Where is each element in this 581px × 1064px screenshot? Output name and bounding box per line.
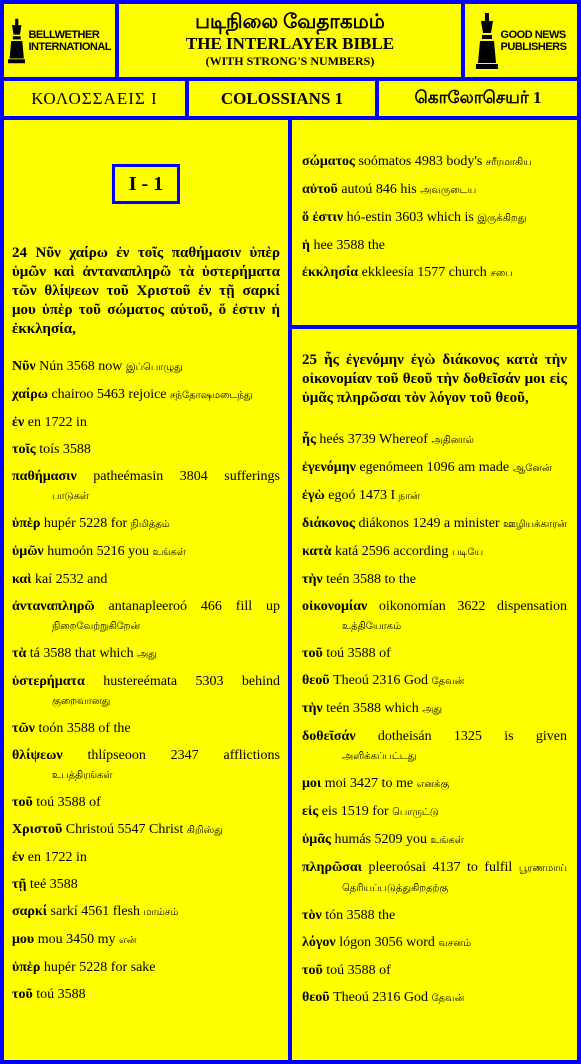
word-entry [12,985,280,1004]
greek-word: τῇ [12,877,27,892]
greek-word: εἰς [302,804,319,819]
transliteration-strongs-gloss: oikonomían 3622 dispensation [378,599,567,614]
greek-word: Χριστοῦ [12,822,63,837]
transliteration-strongs-gloss: hupér 5228 for [43,516,128,531]
transliteration-strongs-gloss: hee 3588 the [313,238,385,253]
word-entry [302,486,567,506]
greek-word: τὴν [302,701,323,716]
greek-word: θεοῦ [302,673,330,688]
tamil-gloss: பொருட்டு [392,807,439,818]
title-english: THE INTERLAYER BIBLE [185,34,395,53]
word-entry [302,208,567,228]
word-entry [12,875,280,894]
book-english: COLOSSIANS 1 [220,88,344,108]
greek-word: καὶ [12,572,32,587]
greek-word: οἰκονομίαν [302,599,368,614]
logo-right-line2: PUBLISHERS [500,40,567,53]
chapter-label-text: I - 1 [128,172,164,195]
transliteration-strongs-gloss: hustereémata 5303 behind [103,674,280,689]
greek-word: ἀνταναπληρῶ [12,599,95,614]
greek-word: θλίψεων [12,748,63,763]
word-entry [12,930,280,950]
transliteration-strongs-gloss: diákonos 1249 a minister [358,516,500,531]
bell-tower-icon [476,13,498,69]
greek-word: τοῦ [12,987,33,1002]
word-entry [12,958,280,977]
tamil-gloss: பாடுகள் [52,491,90,502]
greek-word: τοῦ [12,795,33,810]
word-entry [302,152,567,172]
transliteration-strongs-gloss: patheémasin 3804 sufferings [93,469,280,484]
greek-word: ὑστερήματα [12,674,85,689]
tamil-gloss: சரீரமாகிய [485,157,532,168]
book-tamil: கொலோசெயர் 1 [414,87,542,107]
word-entry [302,671,567,691]
word-entry [302,774,567,794]
tamil-gloss: உங்கள் [430,835,464,846]
word-entry [302,858,567,898]
greek-word: θεοῦ [302,990,330,1005]
greek-word: τοῖς [12,442,36,457]
greek-word: σαρκί [12,904,48,919]
transliteration-strongs-gloss: teén 3588 which [326,701,419,716]
word-entry [12,357,280,377]
transliteration-strongs-gloss: teé 3588 [29,877,78,892]
word-entry [302,597,567,636]
greek-word: τὸν [302,908,322,923]
transliteration-strongs-gloss: eis 1519 for [321,804,389,819]
word-entry [12,644,280,664]
greek-word: Νῦν [12,359,36,374]
transliteration-strongs-gloss: egoó 1473 I [328,488,396,503]
word-entry [302,961,567,980]
greek-word: τῶν [12,721,35,736]
verse-24-continued-entries [302,152,567,283]
word-entry [302,430,567,450]
greek-word: χαίρω [12,387,48,402]
greek-word: τὰ [12,646,27,661]
tamil-gloss: உபத்திரங்கள் [52,770,113,781]
transliteration-strongs-gloss: Theoú 2316 God [333,673,428,688]
word-entry [12,902,280,922]
word-entry [302,699,567,719]
book-english-cell [189,81,375,116]
greek-word: ὅ ἐστιν [302,210,344,225]
tamil-gloss: குறைவானது [52,696,111,707]
title-block [119,4,461,77]
bellwether-logo [4,4,115,77]
tamil-gloss: இருக்கிறது [477,213,527,224]
right-top-column [292,120,577,325]
tamil-gloss: உங்கள் [152,547,186,558]
tamil-gloss: அது [422,704,442,715]
word-entry [12,385,280,405]
word-entry [12,467,280,506]
logo-left-line2: INTERNATIONAL [28,40,111,53]
greek-word: τὴν [302,572,323,587]
word-entry [302,802,567,822]
greek-word: δοθεῖσάν [302,729,356,744]
transliteration-strongs-gloss: heés 3739 Whereof [319,432,428,447]
tamil-gloss: அது [137,649,157,660]
greek-word: ἡ [302,238,310,253]
transliteration-strongs-gloss: Theoú 2316 God [333,990,428,1005]
greek-word: πληρῶσαι [302,860,362,875]
word-entry [12,514,280,534]
transliteration-strongs-gloss: Nún 3568 now [39,359,123,374]
tamil-gloss: கிறிஸ்து [186,825,223,836]
word-entry [302,180,567,200]
transliteration-strongs-gloss: antanapleeroó 466 fill up [108,599,281,614]
tamil-gloss: நிறைவேற்றுகிறேன் [52,621,141,632]
tamil-gloss: சபை [490,268,513,279]
transliteration-strongs-gloss: egenómeen 1096 am made [359,460,510,475]
logo-right-line1: GOOD NEWS [500,28,566,41]
word-entry [302,570,567,589]
word-entry [12,848,280,867]
greek-word: ὑμᾶς [302,832,331,847]
title-subtitle: (WITH STRONG'S NUMBERS) [205,54,375,68]
transliteration-strongs-gloss: teén 3588 to the [326,572,416,587]
greek-word: παθήμασιν [12,469,77,484]
word-entry [302,644,567,663]
tamil-gloss: அவருடைய [420,185,477,196]
chapter-label [112,164,180,204]
book-greek: ΚΟΛΟΣΣΑΕΙΣ Ι [31,88,158,108]
transliteration-strongs-gloss: tá 3588 that which [29,646,134,661]
transliteration-strongs-gloss: mou 3450 my [37,932,116,947]
greek-word: ὑπὲρ [12,960,41,975]
greek-word: διάκονος [302,516,355,531]
tamil-gloss: அதினால் [431,435,474,446]
transliteration-strongs-gloss: toís 3588 [39,442,91,457]
tamil-gloss: உத்தியோகம் [342,621,402,632]
tamil-gloss: நான் [398,491,420,502]
tamil-gloss: ஆனேன் [512,463,552,474]
word-entry [302,263,567,283]
greek-word: τοῦ [302,963,323,978]
greek-word: μου [12,932,35,947]
greek-word: λόγον [302,935,336,950]
transliteration-strongs-gloss: en 1722 in [27,415,87,430]
tamil-gloss: நிமித்தம் [130,519,170,530]
tamil-gloss: பூரணமாய் தெரியப்படுத்துகிறதற்கு [342,863,568,894]
transliteration-strongs-gloss: kaí 2532 and [35,572,108,587]
logo-left-line1: BELLWETHER [28,28,100,41]
word-entry [302,542,567,562]
verse-25-entries [302,430,567,1008]
tamil-gloss: ஊழியக்காரன் [503,519,567,530]
good-news-logo [465,4,577,77]
greek-word: ἐκκλησία [302,265,359,280]
word-entry [302,906,567,925]
verse-24-text: 24 Νῦν χαίρω ἐν τοῖς παθήμασιν ὑπὲρ ὑμῶν καὶ ἀνταναπληρῶ τὰ ὑστερήματα τῶν θλίψεων τοῦ Χριστοῦ ἐν τῇ σαρκί μου ὑπὲρ τοῦ σώματος αὐτοῦ, ὅ ἐστιν ἡ ἐκκλησία, [12,245,280,337]
transliteration-strongs-gloss: hupér 5228 for sake [43,960,156,975]
greek-word: ἐν [12,850,25,865]
transliteration-strongs-gloss: tón 3588 the [325,908,396,923]
tamil-gloss: சந்தோஷமடைந்து [170,390,253,401]
word-entry [12,570,280,589]
book-greek-cell [4,81,185,116]
greek-word: ἐγὼ [302,488,325,503]
greek-word: ὑμῶν [12,544,44,559]
word-entry [12,820,280,840]
right-bottom-column [292,329,577,1060]
transliteration-strongs-gloss: lógon 3056 word [339,935,435,950]
word-entry [302,988,567,1008]
transliteration-strongs-gloss: pleeroósai 4137 to fulfil [368,860,513,875]
tamil-gloss: என் [118,935,137,946]
tamil-gloss: படியே [451,547,484,558]
word-entry [12,672,280,711]
word-entry [12,597,280,636]
greek-word: κατὰ [302,544,332,559]
transliteration-strongs-gloss: autoú 846 his [341,182,417,197]
tamil-gloss: மாம்சம் [143,907,179,918]
transliteration-strongs-gloss: Christoú 5547 Christ [65,822,184,837]
greek-word: αὐτοῦ [302,182,338,197]
transliteration-strongs-gloss: toón 3588 of the [38,721,131,736]
tamil-gloss: இப்பொழுது [125,362,183,373]
transliteration-strongs-gloss: moi 3427 to me [324,776,414,791]
transliteration-strongs-gloss: toú 3588 of [326,963,391,978]
tamil-gloss: வசனம் [438,938,472,949]
greek-word: ἐν [12,415,25,430]
word-entry [12,746,280,785]
word-entry [12,719,280,738]
title-tamil: படிநிலை வேதாகமம் [195,11,385,33]
greek-word: ἧς [302,432,316,447]
greek-word: σώματος [302,154,355,169]
transliteration-strongs-gloss: toú 3588 of [326,646,391,661]
word-entry [12,440,280,459]
word-entry [302,236,567,255]
greek-word: ἐγενόμην [302,460,356,475]
transliteration-strongs-gloss: toú 3588 [36,987,86,1002]
transliteration-strongs-gloss: soómatos 4983 body's [358,154,483,169]
verse-25-text: 25 ἧς ἐγενόμην ἐγὼ διάκονος κατὰ τὴν οἰκονομίαν τοῦ θεοῦ τὴν δοθεῖσάν μοι εἰς ὑμᾶς πληρῶσαι τὸν λόγον τοῦ θεοῦ, [302,352,567,406]
greek-word: ὑπὲρ [12,516,41,531]
transliteration-strongs-gloss: chairoo 5463 rejoice [51,387,167,402]
word-entry [302,933,567,953]
transliteration-strongs-gloss: humás 5209 you [334,832,427,847]
left-column [4,120,288,1060]
tamil-gloss: தேவன் [431,676,465,687]
word-entry [12,413,280,432]
book-tamil-cell [379,81,577,116]
tamil-gloss: அளிக்கப்பட்டது [342,751,417,762]
word-entry [12,542,280,562]
transliteration-strongs-gloss: ekkleesía 1577 church [361,265,487,280]
transliteration-strongs-gloss: katá 2596 according [334,544,449,559]
transliteration-strongs-gloss: sarkí 4561 flesh [50,904,140,919]
verse-24-entries [12,357,280,1004]
word-entry [302,514,567,534]
greek-word: τοῦ [302,646,323,661]
transliteration-strongs-gloss: en 1722 in [27,850,87,865]
transliteration-strongs-gloss: humoón 5216 you [47,544,150,559]
transliteration-strongs-gloss: thlípseoon 2347 afflictions [87,748,280,763]
transliteration-strongs-gloss: dotheisán 1325 is given [377,729,567,744]
greek-word: μοι [302,776,322,791]
transliteration-strongs-gloss: toú 3588 of [36,795,101,810]
bell-tower-icon [8,13,25,69]
word-entry [302,458,567,478]
word-entry [12,793,280,812]
word-entry [302,727,567,766]
transliteration-strongs-gloss: hó-estin 3603 which is [346,210,474,225]
tamil-gloss: எனக்கு [416,779,450,790]
tamil-gloss: தேவன் [431,993,465,1004]
word-entry [302,830,567,850]
